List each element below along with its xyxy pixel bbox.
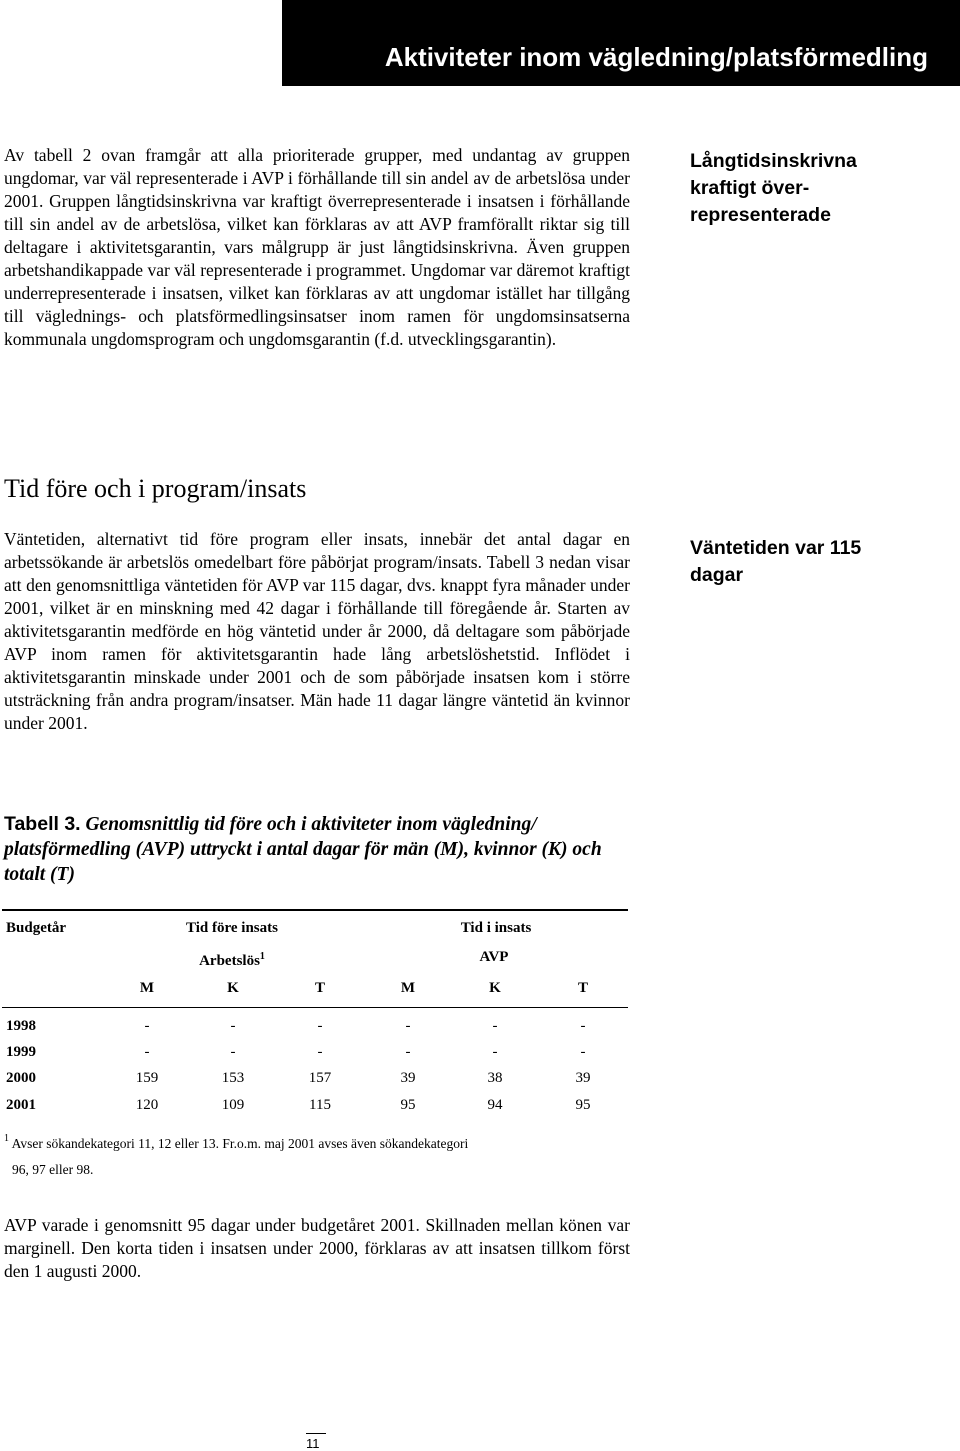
- header-bar: [282, 0, 960, 86]
- table-cell: -: [230, 1044, 236, 1060]
- footnote-line-2: 96, 97 eller 98.: [12, 1162, 94, 1177]
- table-row-year: 1998: [6, 1018, 36, 1034]
- table-cell: -: [492, 1018, 498, 1034]
- table-caption-label: Tabell 3.: [4, 813, 81, 835]
- table-row-year: 2000: [6, 1070, 36, 1086]
- table-header-group1: Tid före insats: [186, 920, 278, 936]
- table-cell: -: [580, 1044, 586, 1060]
- table-cell: -: [405, 1044, 411, 1060]
- table-cell: -: [317, 1044, 323, 1060]
- table-subheader-group1: [199, 951, 265, 970]
- footnote-line-1: [4, 1126, 468, 1157]
- body-paragraph-1: Av tabell 2 ovan framgår att alla prioriterade grupper, med undantag av gruppen ungdomar, var väl representerade i AVP i förhållande till sin andel av de arbetslösa under 2001. Gruppen långtidsinskrivna var kraftigt överrepresenterade i insatsen i förhållande till sin andel av de arbetslösa, vilket kan förklaras av att AVP framförallt riktar sig till deltagare i aktivitetsgarantin, vars målgrupp är just långtidsinskrivna. Även gruppen arbetshandikappade var väl representerade i programmet. Ungdomar var däremot kraftigt underrepresenterade i insatsen, vilket kan förklaras av att ungdomar istället har tillgång till väglednings- och platsförmedlingsinsatser inom ramen för ungdomsinsatserna kommunala ungdomsprogram och ungdomsgarantin (f.d. utvecklingsgarantin).: [4, 145, 630, 349]
- body-paragraph-2: Väntetiden, alternativt tid före program eller insats, innebär det antal dagar en arbetssökande är arbetslös omedelbart före påbörjat program/insats. Tabell 3 nedan visar att den genomsnittliga väntetiden för AVP var 115 dagar, dvs. knappt fyra månader under 2001, vilket är en minskning med 42 dagar i förhållande till föregående år. Starten av aktivitetsgarantin medförde en hög väntetid under år 2000, då deltagare som påbörjade AVP inom ramen för aktivitetsgarantin hade lång arbetslöshetstid. Inflödet i aktivitetsgarantin minskade under 2001 och de som påbörjade insatsen kom i större utsträckning från andra program/insatser. Män hade 11 dagar längre väntetid än kvinnor under 2001.: [4, 529, 630, 733]
- table-cell: 38: [487, 1070, 503, 1086]
- footnote-text-1: Avser sökandekategori 11, 12 eller 13. Fr.o.m. maj 2001 avses även sökandekategori: [11, 1136, 469, 1151]
- table-cell: 115: [309, 1097, 331, 1113]
- page-title: Aktiviteter inom vägledning/platsförmedling: [384, 42, 928, 72]
- table-cell: 157: [308, 1070, 332, 1086]
- table-top-rule: [2, 909, 628, 911]
- table-caption: [4, 812, 634, 887]
- page-number: 11: [306, 1436, 320, 1451]
- margin-note-2: Väntetiden var 115 dagar: [690, 537, 862, 586]
- table-header-rule: [2, 1007, 628, 1008]
- table-col-header: M: [400, 980, 416, 996]
- table-col-header: T: [577, 980, 589, 996]
- table-footnote: [4, 1126, 468, 1183]
- table-cell: 159: [135, 1070, 159, 1086]
- body-paragraph-3: AVP varade i genomsnitt 95 dagar under budgetåret 2001. Skillnaden mellan könen var marginell. Den korta tiden i insatsen under 2000, förklaras av att insatsen tillkom först den 1 augusti 2000.: [4, 1215, 630, 1281]
- table-cell: 39: [575, 1070, 591, 1086]
- table-cell: 109: [221, 1097, 245, 1113]
- footnote-marker: 1: [259, 951, 265, 962]
- table-cell: -: [144, 1044, 150, 1060]
- table-cell: 95: [400, 1097, 416, 1113]
- table-col-header: K: [227, 980, 239, 996]
- table-cell: -: [230, 1018, 236, 1034]
- table-subheader-group1-text: Arbetslös: [199, 953, 260, 969]
- table-col-header: T: [314, 980, 326, 996]
- table-subheader-group2: AVP: [479, 949, 509, 965]
- table-col-header: M: [139, 980, 155, 996]
- footnote-number: 1: [4, 1133, 9, 1144]
- table-cell: 120: [135, 1097, 159, 1113]
- table-header-group2: Tid i insats: [460, 920, 532, 936]
- table-cell: -: [144, 1018, 150, 1034]
- table-cell: 39: [400, 1070, 416, 1086]
- table-header-budget: Budgetår: [6, 920, 66, 936]
- table-cell: 95: [575, 1097, 591, 1113]
- table-cell: -: [405, 1018, 411, 1034]
- table-col-header: K: [489, 980, 501, 996]
- table-cell: -: [492, 1044, 498, 1060]
- table-row-year: 1999: [6, 1044, 36, 1060]
- table-cell: 153: [221, 1070, 245, 1086]
- margin-note-1: Långtidsinskrivna kraftigt över-representerade: [690, 150, 857, 226]
- table-caption-text: Genomsnittlig tid före och i aktiviteter inom vägledning/ platsförmedling (AVP) uttryckt i antal dagar för män (M), kvinnor (K) och totalt (T): [4, 814, 602, 885]
- page-number-rule: [306, 1433, 326, 1434]
- table-row-year: 2001: [6, 1097, 36, 1113]
- table-cell: -: [580, 1018, 586, 1034]
- section-heading: Tid före och i program/insats: [4, 474, 307, 503]
- table-cell: -: [317, 1018, 323, 1034]
- table-cell: 94: [487, 1097, 503, 1113]
